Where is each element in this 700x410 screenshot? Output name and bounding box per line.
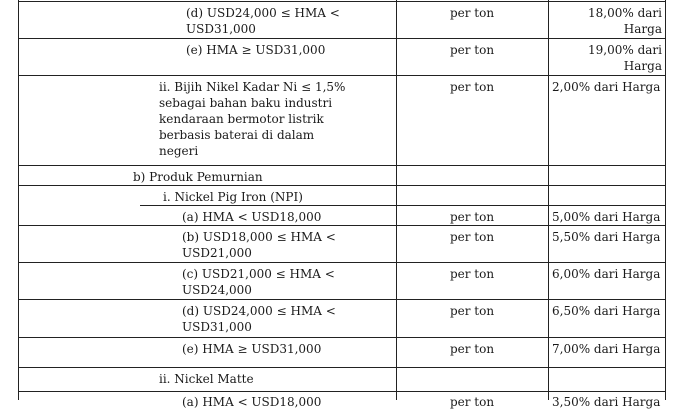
table-row-rate: 6,50% dari Harga <box>552 304 661 318</box>
row-divider <box>18 185 666 186</box>
table-row-description: (e) HMA ≥ USD31,000 <box>186 43 326 57</box>
row-divider <box>18 165 666 166</box>
table-row-unit: per ton <box>449 210 495 224</box>
description-unit-divider <box>396 0 397 400</box>
table-row-unit: per ton <box>449 6 495 20</box>
table-row-unit: per ton <box>449 267 495 281</box>
row-divider <box>18 262 666 263</box>
table-row-description: (a) HMA < USD18,000 <box>182 395 322 409</box>
table-row-rate: 6,00% dari Harga <box>552 267 661 281</box>
table-row-rate: 5,00% dari Harga <box>552 210 661 224</box>
table-row-rate: 7,00% dari Harga <box>552 342 661 356</box>
table-row-rate: 18,00% dari Harga <box>588 6 662 36</box>
row-divider <box>18 299 666 300</box>
table-row-unit: per ton <box>449 80 495 94</box>
table-row-description: (e) HMA ≥ USD31,000 <box>182 342 322 356</box>
table-row-rate: 19,00% dari Harga <box>588 43 662 73</box>
row-divider <box>18 391 666 392</box>
row-divider <box>18 225 666 226</box>
subsection-heading-nickel-matte: ii. Nickel Matte <box>159 372 254 386</box>
section-heading-produk-pemurnian: b) Produk Pemurnian <box>133 170 263 184</box>
table-row-unit: per ton <box>449 43 495 57</box>
unit-rate-divider <box>548 0 549 400</box>
table-row-description: (d) USD24,000 ≤ HMA < USD31,000 <box>182 304 336 334</box>
table-row-description: (a) HMA < USD18,000 <box>182 210 322 224</box>
row-divider <box>18 367 666 368</box>
row-divider <box>18 1 666 2</box>
table-left-border <box>18 0 19 400</box>
table-row-description: (b) USD18,000 ≤ HMA < USD21,000 <box>182 230 336 260</box>
table-row-description: ii. Bijih Nikel Kadar Ni ≤ 1,5% sebagai bahan baku industri kendaraan bermotor listrik berbasis baterai di dalam negeri <box>159 80 346 158</box>
table-row-unit: per ton <box>449 395 495 409</box>
row-divider <box>18 337 666 338</box>
table-row-unit: per ton <box>449 304 495 318</box>
table-row-rate: 5,50% dari Harga <box>552 230 661 244</box>
table-row-description: (d) USD24,000 ≤ HMA < USD31,000 <box>186 6 340 36</box>
table-right-border <box>665 0 666 400</box>
table-row-rate: 3,50% dari Harga <box>552 395 661 409</box>
subsection-heading-npi: i. Nickel Pig Iron (NPI) <box>163 190 303 204</box>
row-divider <box>140 205 666 206</box>
row-divider <box>18 38 666 39</box>
table-row-unit: per ton <box>449 230 495 244</box>
table-row-unit: per ton <box>449 342 495 356</box>
row-divider <box>18 75 666 76</box>
table-row-rate: 2,00% dari Harga <box>552 80 661 94</box>
table-row-description: (c) USD21,000 ≤ HMA < USD24,000 <box>182 267 335 297</box>
